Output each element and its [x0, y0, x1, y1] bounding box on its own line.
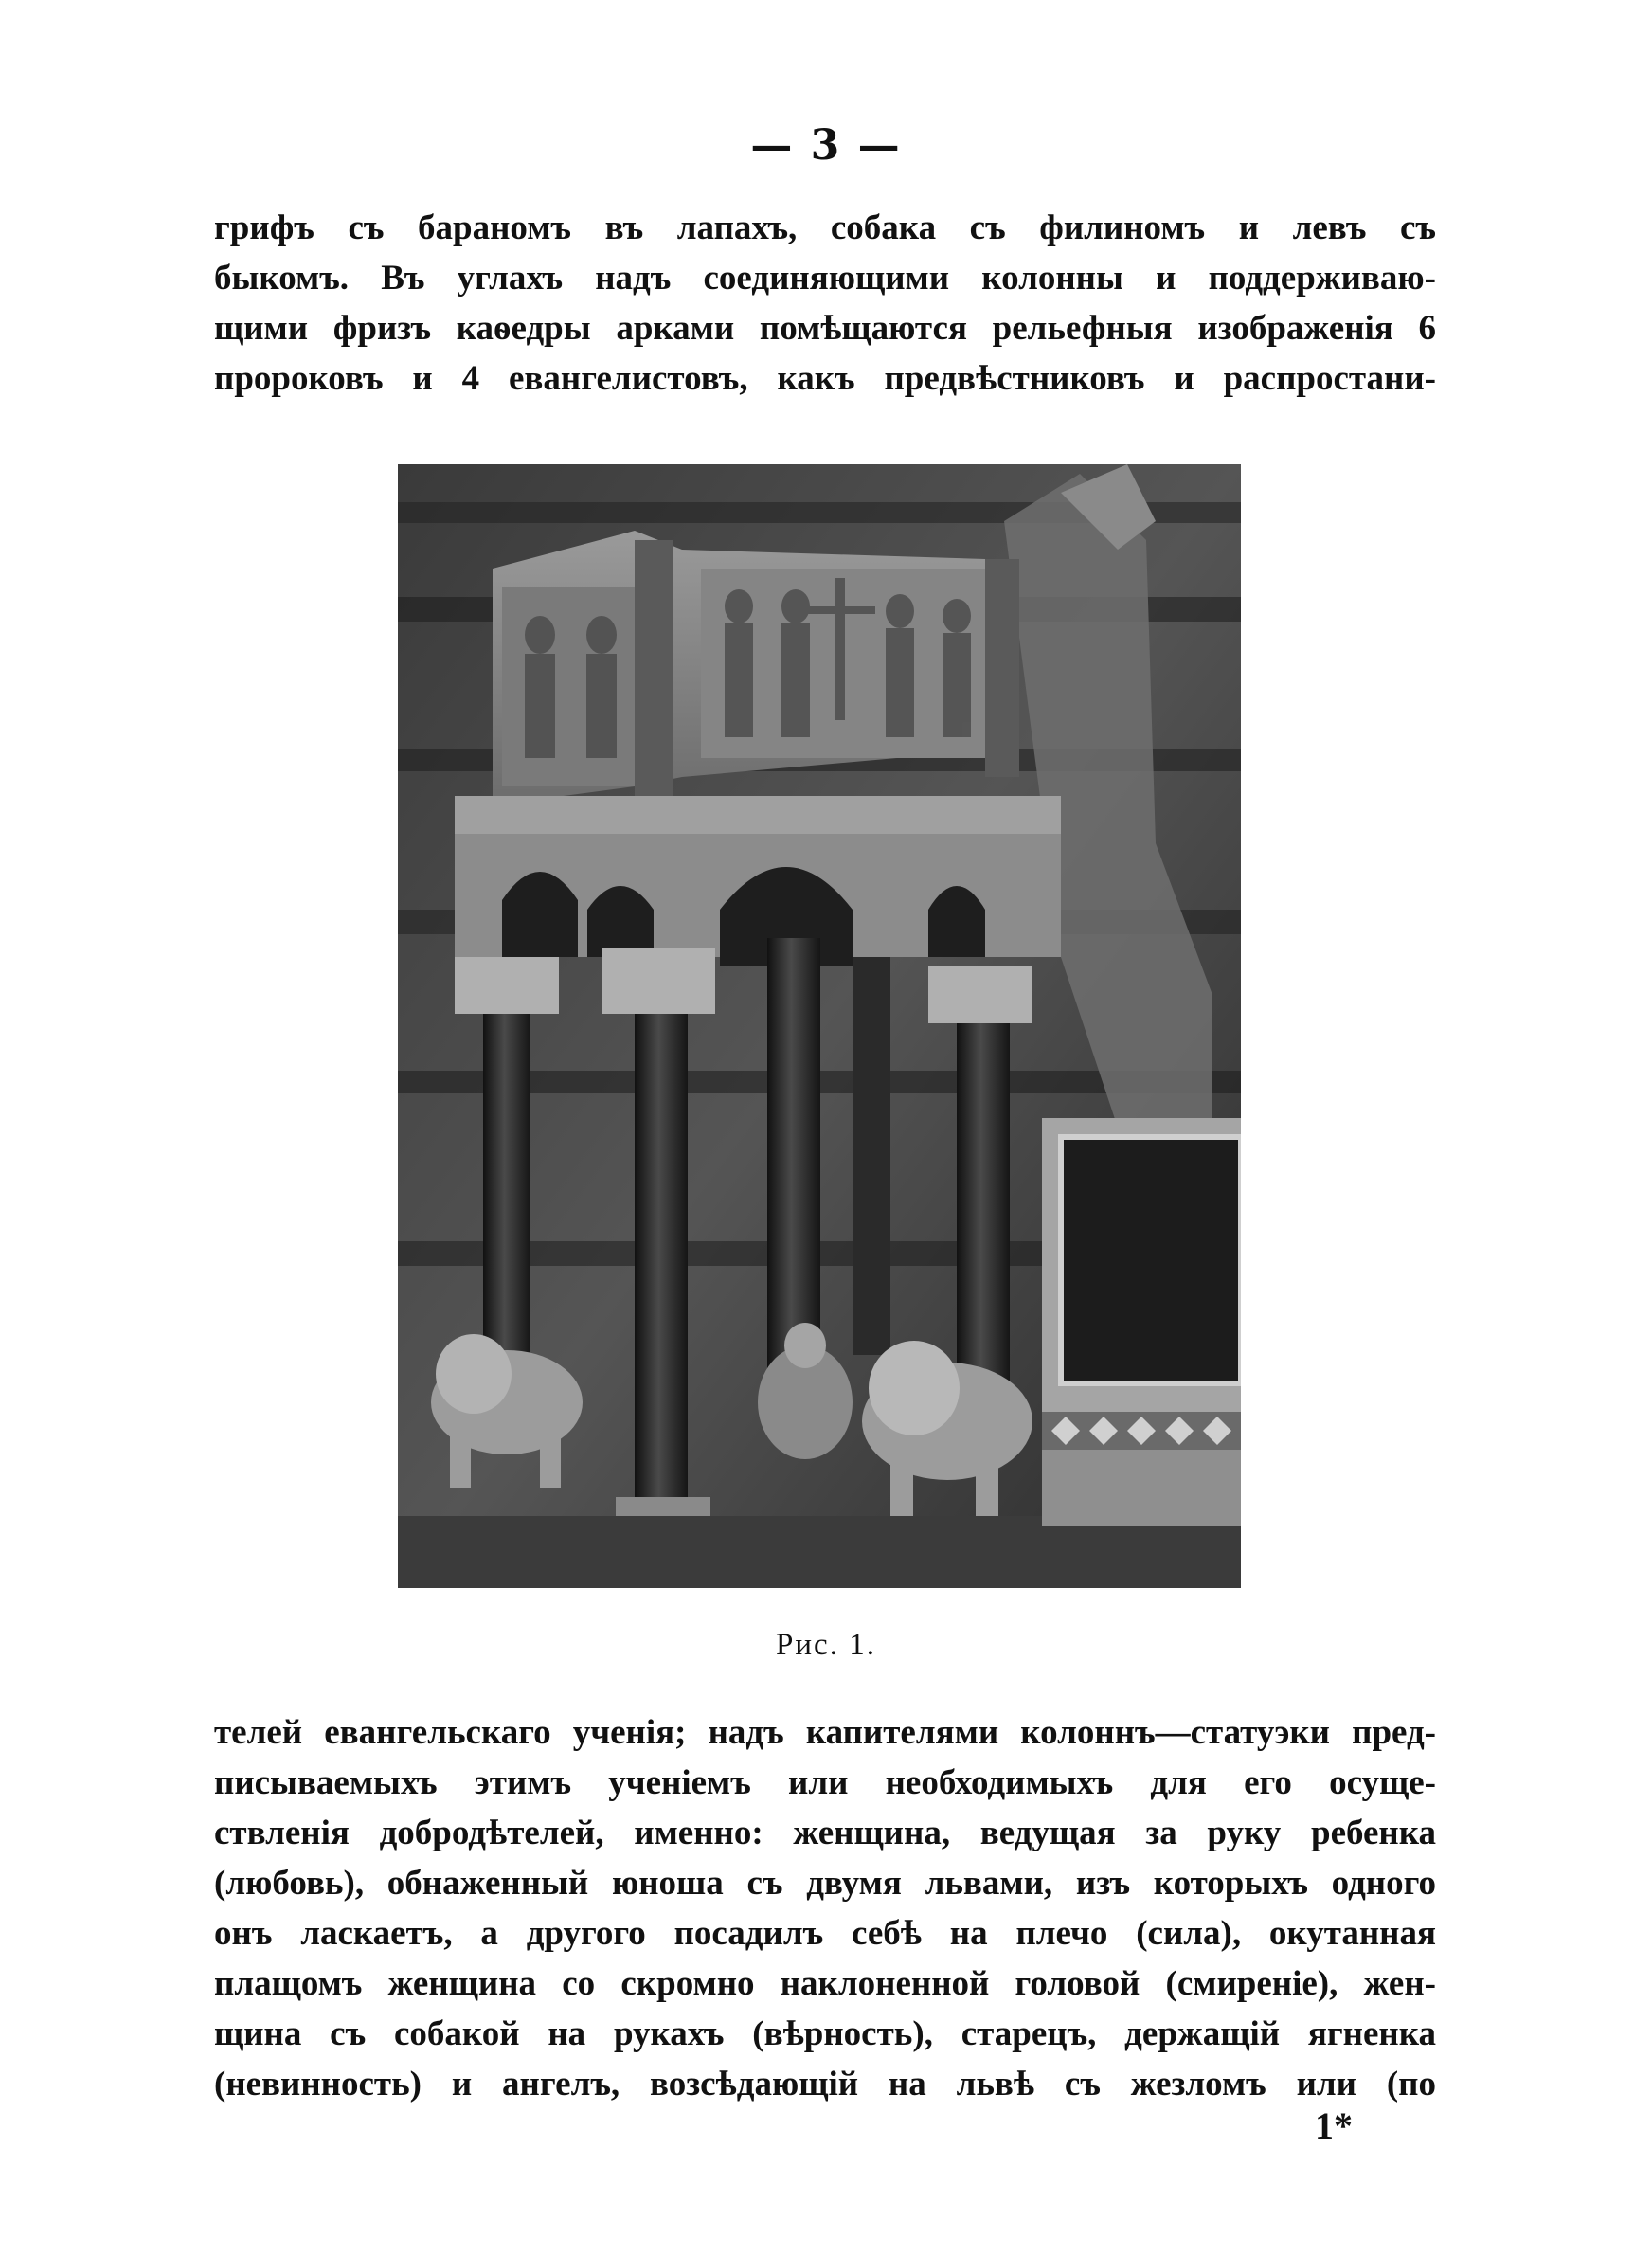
text-line: писываемыхъ этимъ ученіемъ или необходимыхъ для его осуще-: [214, 1763, 1436, 1802]
pulpit-photograph: [398, 464, 1241, 1588]
figure-caption: Рис. 1.: [776, 1628, 876, 1662]
pulpit-illustration: [398, 464, 1241, 1588]
signature-mark: 1*: [1315, 2104, 1353, 2147]
text-line: плащомъ женщина со скромно наклоненной головой (смиреніе), жен-: [214, 1964, 1436, 2003]
text-line: телей евангельскаго ученія; надъ капителями колоннъ—статуэки пред-: [214, 1713, 1436, 1752]
text-line: пророковъ и 4 евангелистовъ, какъ предвѣстниковъ и распростани-: [214, 359, 1436, 398]
text-line: ствленія добродѣтелей, именно: женщина, ведущая за руку ребенка: [214, 1814, 1436, 1852]
page-number: — 3 —: [750, 121, 902, 170]
text-line: (невинность) и ангелъ, возсѣдающій на львѣ съ жезломъ или (по: [214, 2065, 1436, 2104]
paragraph-top: [214, 203, 1436, 404]
text-line: быкомъ. Въ углахъ надъ соединяющими колонны и поддерживаю-: [214, 259, 1436, 298]
text-line: щими фризъ каѳедры арками помѣщаются рельефныя изображенія 6: [214, 309, 1436, 348]
text-line: грифъ съ бараномъ въ лапахъ, собака съ филиномъ и левъ съ: [214, 208, 1436, 247]
text-line: щина съ собакой на рукахъ (вѣрность), старецъ, держащій ягненка: [214, 2014, 1436, 2053]
text-line: онъ ласкаетъ, а другого посадилъ себѣ на плечо (сила), окутанная: [214, 1914, 1436, 1953]
text-line: (любовь), обнаженный юноша съ двумя львами, изъ которыхъ одного: [214, 1864, 1436, 1903]
paragraph-bottom: [214, 1707, 1436, 2109]
